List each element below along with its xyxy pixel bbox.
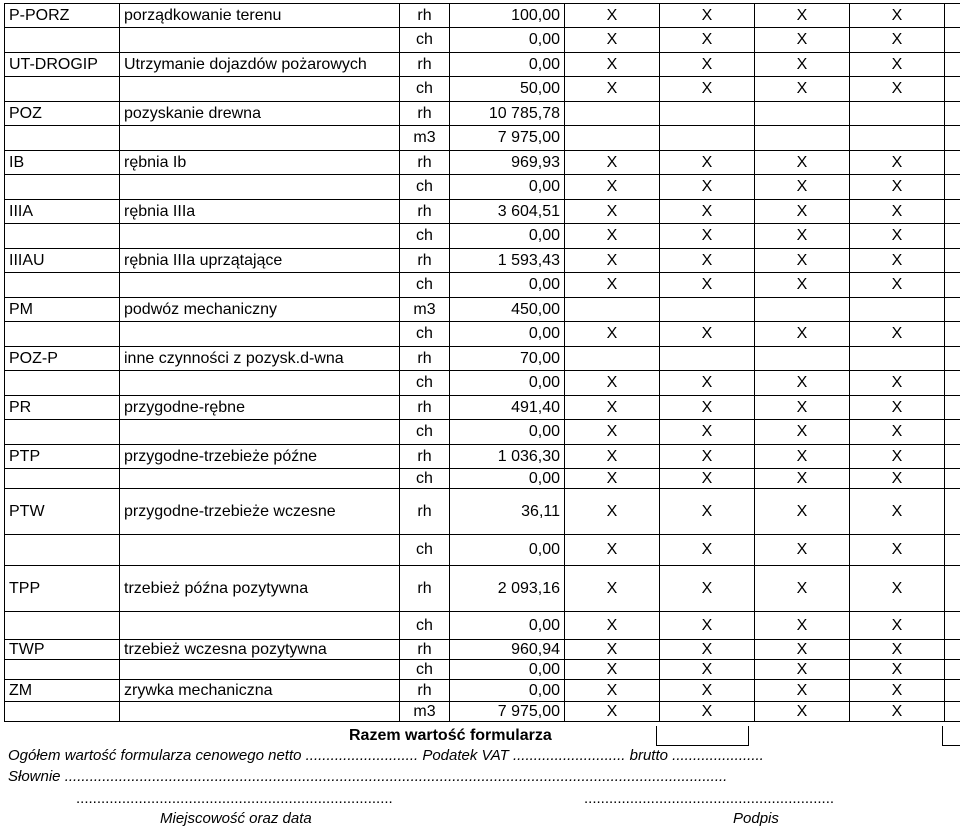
row-code: POZ-P	[5, 347, 120, 371]
row-x-mark: X	[565, 4, 660, 28]
row-x-mark: X	[850, 224, 945, 249]
table-row	[5, 640, 960, 660]
row-value: 0,00	[450, 273, 565, 298]
row-x-mark	[755, 102, 850, 126]
row-x-mark: X	[660, 420, 755, 445]
row-name	[120, 660, 400, 680]
row-code	[5, 371, 120, 396]
row-unit: rh	[400, 4, 450, 28]
row-value: 960,94	[450, 640, 565, 660]
row-extra-cell	[945, 151, 960, 175]
table-row	[5, 126, 960, 151]
row-name	[120, 420, 400, 445]
row-unit: ch	[400, 420, 450, 445]
row-x-mark	[660, 126, 755, 151]
row-code: TPP	[5, 566, 120, 612]
row-x-mark: X	[660, 660, 755, 680]
row-code	[5, 322, 120, 347]
row-unit: m3	[400, 126, 450, 151]
row-extra-cell	[945, 298, 960, 322]
table-row	[5, 660, 960, 680]
row-value: 0,00	[450, 420, 565, 445]
row-name: Utrzymanie dojazdów pożarowych	[120, 53, 400, 77]
row-value: 0,00	[450, 371, 565, 396]
signature-label: Podpis	[733, 810, 779, 827]
row-x-mark: X	[565, 322, 660, 347]
row-x-mark: X	[565, 273, 660, 298]
row-x-mark: X	[850, 535, 945, 566]
row-extra-cell	[945, 371, 960, 396]
summary-label: Razem wartość formularza	[349, 727, 552, 744]
table-row	[5, 200, 960, 224]
row-unit: rh	[400, 396, 450, 420]
table-row	[5, 224, 960, 249]
row-x-mark: X	[755, 151, 850, 175]
row-x-mark: X	[755, 371, 850, 396]
row-x-mark: X	[660, 469, 755, 489]
row-code: PTP	[5, 445, 120, 469]
summary-row	[4, 726, 960, 746]
row-x-mark: X	[850, 396, 945, 420]
row-x-mark	[565, 347, 660, 371]
row-code: ZM	[5, 680, 120, 702]
row-unit: rh	[400, 566, 450, 612]
signature-dots: ............................................................	[584, 790, 835, 807]
row-x-mark: X	[755, 249, 850, 273]
row-x-mark: X	[850, 77, 945, 102]
row-code	[5, 702, 120, 722]
table-row	[5, 77, 960, 102]
row-value: 50,00	[450, 77, 565, 102]
row-x-mark: X	[565, 175, 660, 200]
row-x-mark: X	[565, 566, 660, 612]
row-x-mark: X	[850, 175, 945, 200]
row-x-mark: X	[850, 445, 945, 469]
row-code: PTW	[5, 489, 120, 535]
row-unit: ch	[400, 224, 450, 249]
row-name	[120, 535, 400, 566]
row-name: trzebież wczesna pozytywna	[120, 640, 400, 660]
row-x-mark: X	[850, 53, 945, 77]
row-extra-cell	[945, 396, 960, 420]
row-x-mark: X	[565, 420, 660, 445]
row-x-mark	[850, 126, 945, 151]
table-body	[5, 4, 960, 722]
row-name	[120, 612, 400, 640]
row-x-mark: X	[850, 702, 945, 722]
row-x-mark	[565, 126, 660, 151]
row-x-mark: X	[755, 489, 850, 535]
row-code	[5, 273, 120, 298]
row-x-mark: X	[565, 151, 660, 175]
row-x-mark: X	[755, 28, 850, 53]
row-x-mark: X	[565, 53, 660, 77]
row-x-mark: X	[850, 489, 945, 535]
row-value: 0,00	[450, 612, 565, 640]
row-x-mark: X	[660, 489, 755, 535]
row-x-mark: X	[660, 175, 755, 200]
row-code: PM	[5, 298, 120, 322]
row-extra-cell	[945, 200, 960, 224]
row-extra-cell	[945, 224, 960, 249]
row-code: TWP	[5, 640, 120, 660]
row-extra-cell	[945, 702, 960, 722]
row-unit: ch	[400, 273, 450, 298]
summary-value-box	[656, 726, 749, 746]
row-name: trzebież późna pozytywna	[120, 566, 400, 612]
row-value: 0,00	[450, 535, 565, 566]
row-name	[120, 322, 400, 347]
row-unit: ch	[400, 322, 450, 347]
row-code: PR	[5, 396, 120, 420]
table-row	[5, 249, 960, 273]
row-x-mark: X	[565, 680, 660, 702]
row-x-mark	[850, 298, 945, 322]
row-name: zrywka mechaniczna	[120, 680, 400, 702]
row-x-mark: X	[565, 445, 660, 469]
row-x-mark: X	[660, 640, 755, 660]
table-row	[5, 347, 960, 371]
row-x-mark: X	[755, 322, 850, 347]
row-x-mark: X	[755, 702, 850, 722]
row-x-mark: X	[565, 224, 660, 249]
row-x-mark: X	[565, 371, 660, 396]
row-x-mark	[660, 347, 755, 371]
row-x-mark	[755, 126, 850, 151]
row-x-mark: X	[755, 396, 850, 420]
row-x-mark: X	[660, 612, 755, 640]
row-x-mark: X	[850, 566, 945, 612]
place-date-dots: ............................................................................	[76, 790, 393, 807]
row-code	[5, 224, 120, 249]
row-x-mark: X	[565, 489, 660, 535]
row-value: 0,00	[450, 469, 565, 489]
row-value: 450,00	[450, 298, 565, 322]
row-x-mark: X	[660, 53, 755, 77]
row-value: 7 975,00	[450, 126, 565, 151]
row-x-mark: X	[660, 28, 755, 53]
table-row	[5, 420, 960, 445]
row-value: 491,40	[450, 396, 565, 420]
row-x-mark: X	[755, 680, 850, 702]
row-value: 0,00	[450, 175, 565, 200]
row-name	[120, 175, 400, 200]
row-name: podwóz mechaniczny	[120, 298, 400, 322]
row-x-mark	[850, 102, 945, 126]
table-row	[5, 702, 960, 722]
row-unit: rh	[400, 489, 450, 535]
row-unit: rh	[400, 347, 450, 371]
row-value: 1 593,43	[450, 249, 565, 273]
row-x-mark: X	[565, 660, 660, 680]
row-name: przygodne-trzebieże wczesne	[120, 489, 400, 535]
table-row	[5, 53, 960, 77]
row-extra-cell	[945, 680, 960, 702]
row-value: 0,00	[450, 224, 565, 249]
row-code: IIIA	[5, 200, 120, 224]
row-unit: ch	[400, 371, 450, 396]
row-extra-cell	[945, 535, 960, 566]
row-extra-cell	[945, 77, 960, 102]
table-row	[5, 489, 960, 535]
row-extra-cell	[945, 660, 960, 680]
row-value: 0,00	[450, 53, 565, 77]
row-x-mark: X	[755, 445, 850, 469]
row-x-mark: X	[660, 371, 755, 396]
row-x-mark: X	[850, 273, 945, 298]
row-x-mark: X	[565, 77, 660, 102]
row-name: rębnia Ib	[120, 151, 400, 175]
row-unit: ch	[400, 535, 450, 566]
row-unit: rh	[400, 200, 450, 224]
row-unit: ch	[400, 660, 450, 680]
row-x-mark: X	[850, 420, 945, 445]
row-x-mark: X	[755, 469, 850, 489]
row-unit: rh	[400, 445, 450, 469]
row-value: 0,00	[450, 680, 565, 702]
row-x-mark: X	[660, 249, 755, 273]
row-value: 36,11	[450, 489, 565, 535]
row-x-mark: X	[660, 702, 755, 722]
row-x-mark	[660, 102, 755, 126]
row-unit: rh	[400, 680, 450, 702]
table-row	[5, 445, 960, 469]
row-x-mark: X	[850, 322, 945, 347]
row-code: IB	[5, 151, 120, 175]
row-x-mark: X	[660, 4, 755, 28]
row-extra-cell	[945, 489, 960, 535]
table-row	[5, 680, 960, 702]
row-extra-cell	[945, 347, 960, 371]
row-x-mark: X	[755, 77, 850, 102]
place-date-label: Miejscowość oraz data	[160, 810, 312, 827]
row-name	[120, 28, 400, 53]
row-value: 0,00	[450, 322, 565, 347]
row-x-mark: X	[850, 249, 945, 273]
row-x-mark	[660, 298, 755, 322]
table-row	[5, 28, 960, 53]
row-unit: ch	[400, 175, 450, 200]
row-name: porządkowanie terenu	[120, 4, 400, 28]
row-extra-cell	[945, 175, 960, 200]
row-value: 1 036,30	[450, 445, 565, 469]
row-unit: rh	[400, 640, 450, 660]
row-x-mark: X	[755, 53, 850, 77]
row-extra-cell	[945, 102, 960, 126]
row-x-mark: X	[755, 273, 850, 298]
row-x-mark: X	[660, 535, 755, 566]
row-unit: ch	[400, 469, 450, 489]
row-name	[120, 126, 400, 151]
row-extra-cell	[945, 640, 960, 660]
row-code: UT-DROGIP	[5, 53, 120, 77]
row-value: 100,00	[450, 4, 565, 28]
row-x-mark: X	[565, 249, 660, 273]
row-name	[120, 273, 400, 298]
row-x-mark: X	[565, 702, 660, 722]
row-x-mark: X	[660, 77, 755, 102]
table-row	[5, 151, 960, 175]
row-x-mark: X	[850, 612, 945, 640]
table-row	[5, 102, 960, 126]
row-name: przygodne-trzebieże późne	[120, 445, 400, 469]
table-row	[5, 298, 960, 322]
row-unit: ch	[400, 612, 450, 640]
row-name: rębnia IIIa	[120, 200, 400, 224]
row-extra-cell	[945, 53, 960, 77]
row-extra-cell	[945, 420, 960, 445]
row-x-mark	[755, 347, 850, 371]
row-code	[5, 535, 120, 566]
row-x-mark: X	[660, 680, 755, 702]
row-x-mark: X	[660, 322, 755, 347]
row-x-mark: X	[660, 224, 755, 249]
row-name	[120, 702, 400, 722]
row-code	[5, 469, 120, 489]
row-name: rębnia IIIa uprzątające	[120, 249, 400, 273]
row-extra-cell	[945, 612, 960, 640]
row-x-mark: X	[850, 469, 945, 489]
table-row	[5, 371, 960, 396]
row-x-mark: X	[755, 200, 850, 224]
row-x-mark: X	[850, 660, 945, 680]
row-value: 3 604,51	[450, 200, 565, 224]
row-x-mark: X	[565, 640, 660, 660]
row-x-mark: X	[565, 200, 660, 224]
row-extra-cell	[945, 469, 960, 489]
row-code	[5, 660, 120, 680]
row-code	[5, 77, 120, 102]
row-extra-cell	[945, 126, 960, 151]
row-unit: rh	[400, 151, 450, 175]
row-unit: ch	[400, 77, 450, 102]
row-unit: m3	[400, 298, 450, 322]
row-x-mark: X	[850, 4, 945, 28]
row-value: 10 785,78	[450, 102, 565, 126]
row-unit: rh	[400, 53, 450, 77]
summary-value-box	[942, 726, 960, 746]
row-extra-cell	[945, 322, 960, 347]
row-extra-cell	[945, 445, 960, 469]
row-x-mark: X	[565, 612, 660, 640]
row-x-mark: X	[850, 680, 945, 702]
row-unit: m3	[400, 702, 450, 722]
row-x-mark: X	[660, 273, 755, 298]
row-x-mark: X	[565, 28, 660, 53]
row-value: 7 975,00	[450, 702, 565, 722]
row-x-mark: X	[755, 535, 850, 566]
row-name	[120, 224, 400, 249]
row-unit: rh	[400, 249, 450, 273]
table-row	[5, 396, 960, 420]
row-x-mark: X	[850, 200, 945, 224]
row-x-mark: X	[850, 151, 945, 175]
table-row	[5, 175, 960, 200]
row-x-mark	[755, 298, 850, 322]
row-code	[5, 420, 120, 445]
total-line: Ogółem wartość formularza cenowego netto ........................... Podatek VAT ........................... brutto ......................	[8, 747, 764, 764]
row-code	[5, 612, 120, 640]
table-row	[5, 273, 960, 298]
table-row	[5, 612, 960, 640]
row-x-mark	[565, 102, 660, 126]
row-name: przygodne-rębne	[120, 396, 400, 420]
row-extra-cell	[945, 273, 960, 298]
row-x-mark: X	[850, 640, 945, 660]
row-name	[120, 371, 400, 396]
row-code	[5, 28, 120, 53]
table-row	[5, 566, 960, 612]
row-extra-cell	[945, 28, 960, 53]
table-row	[5, 535, 960, 566]
row-name: inne czynności z pozysk.d-wna	[120, 347, 400, 371]
row-x-mark: X	[565, 396, 660, 420]
row-extra-cell	[945, 4, 960, 28]
row-x-mark: X	[565, 469, 660, 489]
row-unit: rh	[400, 102, 450, 126]
row-x-mark: X	[755, 175, 850, 200]
row-x-mark: X	[660, 396, 755, 420]
row-code	[5, 126, 120, 151]
row-x-mark: X	[565, 535, 660, 566]
row-unit: ch	[400, 28, 450, 53]
row-x-mark	[565, 298, 660, 322]
row-x-mark: X	[660, 200, 755, 224]
row-code: IIIAU	[5, 249, 120, 273]
table-row	[5, 4, 960, 28]
row-name	[120, 469, 400, 489]
row-value: 70,00	[450, 347, 565, 371]
row-value: 969,93	[450, 151, 565, 175]
row-extra-cell	[945, 566, 960, 612]
row-code: P-PORZ	[5, 4, 120, 28]
row-name: pozyskanie drewna	[120, 102, 400, 126]
row-x-mark: X	[755, 640, 850, 660]
row-x-mark: X	[850, 371, 945, 396]
table-row	[5, 469, 960, 489]
row-x-mark: X	[850, 28, 945, 53]
row-x-mark: X	[755, 566, 850, 612]
price-form-table	[4, 3, 960, 722]
row-x-mark: X	[660, 151, 755, 175]
row-x-mark	[850, 347, 945, 371]
row-x-mark: X	[755, 420, 850, 445]
row-x-mark: X	[755, 612, 850, 640]
row-value: 2 093,16	[450, 566, 565, 612]
row-x-mark: X	[755, 660, 850, 680]
words-line: Słownie ...............................................................................................................................................................	[8, 768, 728, 785]
row-x-mark: X	[660, 566, 755, 612]
row-x-mark: X	[660, 445, 755, 469]
row-value: 0,00	[450, 28, 565, 53]
row-name	[120, 77, 400, 102]
table-row	[5, 322, 960, 347]
row-code	[5, 175, 120, 200]
row-value: 0,00	[450, 660, 565, 680]
row-x-mark: X	[755, 224, 850, 249]
row-x-mark: X	[755, 4, 850, 28]
row-code: POZ	[5, 102, 120, 126]
row-extra-cell	[945, 249, 960, 273]
